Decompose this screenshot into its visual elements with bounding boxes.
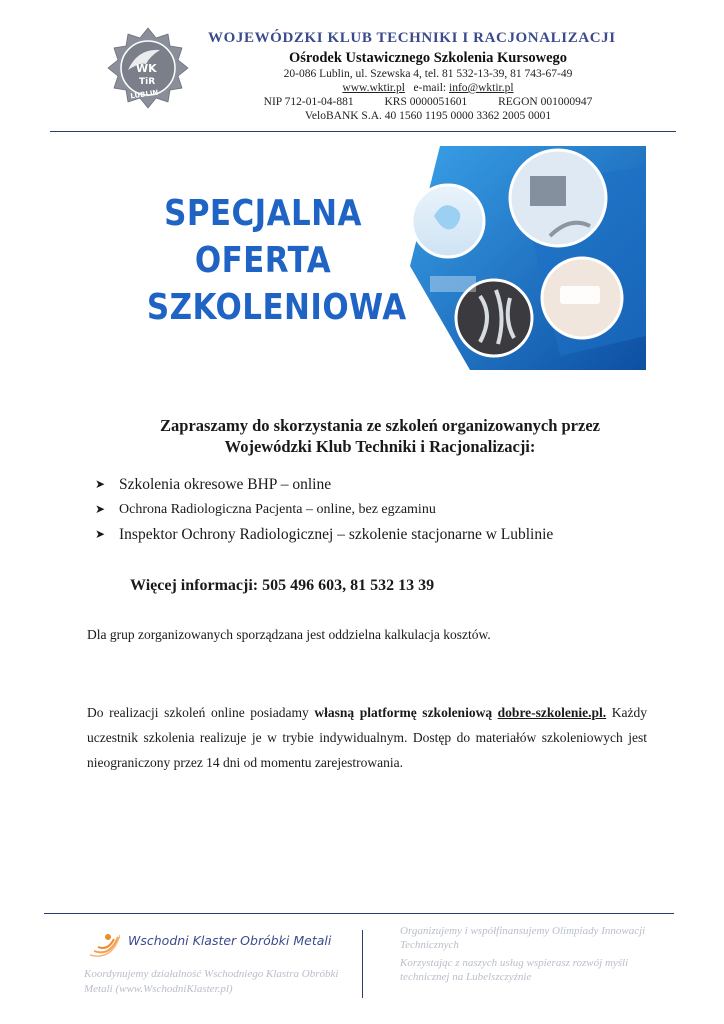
- platform-paragraph: [87, 700, 647, 775]
- logo-text-wk: WK: [136, 62, 157, 75]
- center-name: Ośrodek Ustawicznego Szkolenia Kursowego: [288, 50, 568, 66]
- regon: REGON 001000947: [498, 96, 593, 108]
- list-item: [95, 524, 655, 549]
- website-link[interactable]: www.wktir.pl: [342, 82, 405, 94]
- offer-radiology-patient: Ochrona Radiologiczna Pacjenta – online, bez egzaminu: [119, 502, 436, 517]
- special-offer-headline: [146, 190, 407, 331]
- headline-line-2: OFERTA: [194, 240, 332, 281]
- support-note: Korzystając z naszych usług wspierasz rozwój myśli technicznej na Lubelszczyźnie: [400, 957, 629, 983]
- address: 20-086 Lublin, ul. Szewska 4, tel. 81 532-13-39, 81 743-67-49: [283, 68, 573, 80]
- headline-line-3: SZKOLENIOWA: [146, 287, 407, 328]
- header-divider: [50, 131, 676, 132]
- list-item: [95, 474, 655, 499]
- email-link[interactable]: info@wktir.pl: [449, 82, 514, 94]
- cluster-brand: Wschodni Klaster Obróbki Metali: [128, 933, 332, 948]
- offer-radiology-inspector: Inspektor Ochrony Radiologicznej – szkolenie stacjonarne w Lublinie: [119, 526, 554, 543]
- bank-account: VeloBANK S.A. 40 1560 1195 0000 3362 2005 0001: [304, 110, 552, 122]
- intro-line-2: Wojewódzki Klub Techniki i Racjonalizacji:: [224, 437, 536, 456]
- list-item: [95, 499, 655, 524]
- medical-collage-image: [410, 146, 646, 370]
- footer-vertical-divider: [362, 930, 363, 998]
- platform-text-before: Do realizacji szkoleń online posiadamy: [87, 705, 309, 720]
- arrow-bullet-icon: ➤: [95, 527, 106, 541]
- offer-list: [95, 474, 655, 549]
- wktir-logo: [106, 26, 190, 110]
- logo-text-lublin: LUBLIN: [129, 88, 159, 101]
- registry-ids: [208, 96, 648, 108]
- olympiad-note: Organizujemy i współfinansujemy Olimpiady Innowacji Technicznych: [400, 925, 646, 951]
- platform-bold: własną platformę szkoleniową: [314, 705, 493, 720]
- org-name: WOJEWÓDZKI KLUB TECHNIKI I RACJONALIZACJI: [208, 30, 616, 46]
- cluster-coordination-note: Koordynujemy działalność Wschodniego Klastra Obróbki Metali (www.WschodniKlaster.pl): [84, 968, 339, 995]
- intro-text: [100, 415, 660, 457]
- cluster-logo-icon: [84, 925, 120, 957]
- offer-bhp: Szkolenia okresowe BHP – online: [119, 476, 332, 493]
- platform-link[interactable]: dobre-szkolenie.pl.: [497, 705, 607, 720]
- platform-text-after: Każdy uczestnik szkolenia realizuje je w trybie indywidualnym. Dostęp do materiałów szkoleniowych jest nieograniczony przez 14 dni od momentu zarejestrowania.: [87, 705, 648, 770]
- contact-info: Więcej informacji: 505 496 603, 81 532 13 39: [130, 577, 435, 594]
- intro-line-1: Zapraszamy do skorzystania ze szkoleń organizowanych przez: [160, 416, 600, 435]
- web-contact: [208, 82, 648, 94]
- arrow-bullet-icon: ➤: [95, 502, 106, 516]
- footer-divider: [44, 913, 674, 914]
- nip: NIP 712-01-04-881: [263, 96, 354, 108]
- headline-line-1: SPECJALNA: [164, 193, 362, 234]
- group-pricing-note: Dla grup zorganizowanych sporządzana jest oddzielna kalkulacja kosztów.: [87, 627, 491, 642]
- krs: KRS 0000051601: [384, 96, 468, 108]
- logo-text-tir: TiR: [139, 77, 156, 87]
- arrow-bullet-icon: ➤: [95, 477, 106, 491]
- email-label: e-mail:: [413, 82, 447, 94]
